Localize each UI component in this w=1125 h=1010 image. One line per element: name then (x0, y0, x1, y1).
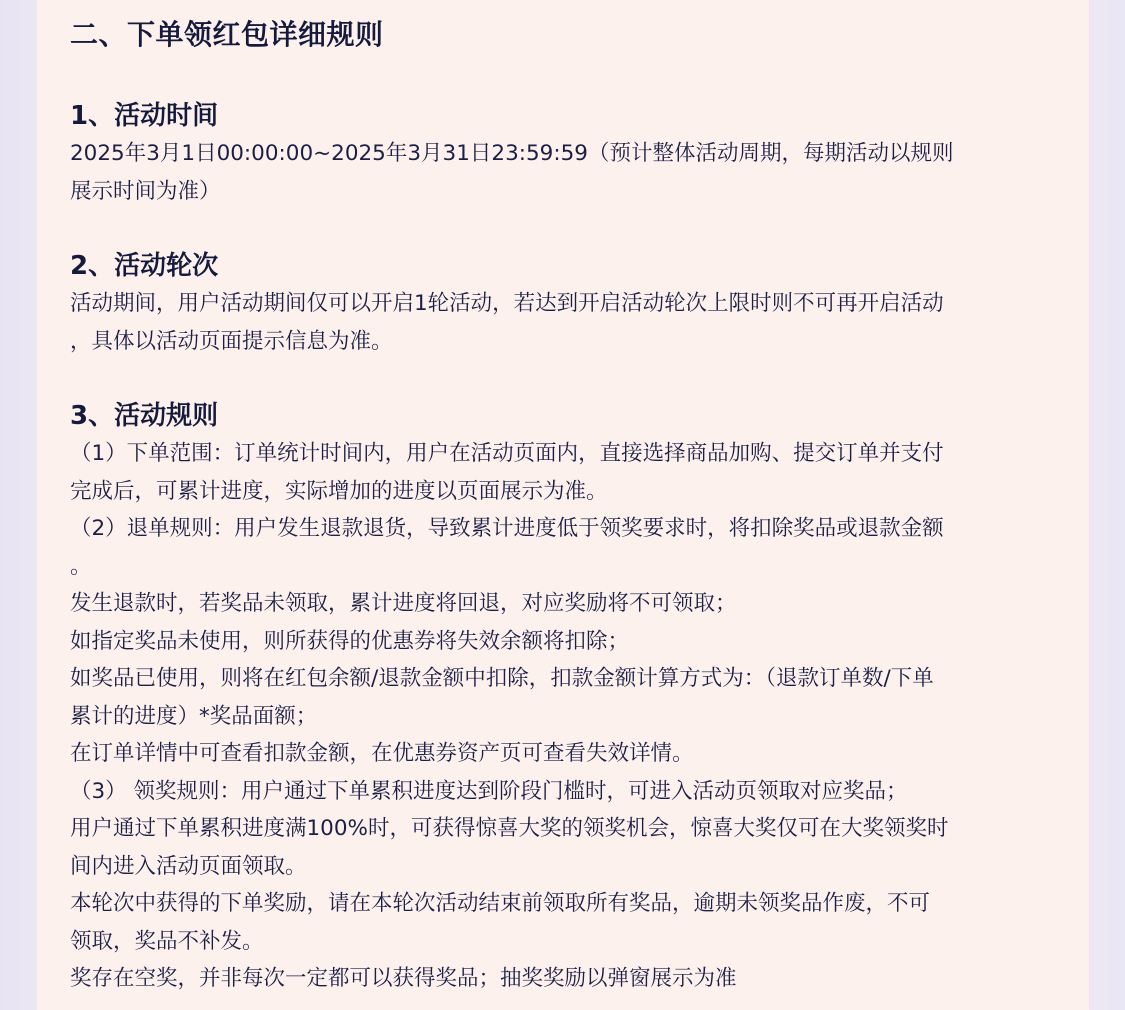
text-line: 间内进入活动页面领取。 (70, 853, 307, 879)
text-line: 领取，奖品不补发。 (70, 928, 264, 954)
text-line: 2025年3月1日00:00:00~2025年3月31日23:59:59（预计整体活动周期，每期活动以规则 (70, 141, 954, 166)
section-title: 2、活动轮次 (70, 251, 219, 281)
text-line: 在订单详情中可查看扣款金额，在优惠券资产页可查看失效详情。 (70, 741, 694, 766)
rules-panel (36, 0, 1090, 1010)
text-line: 奖存在空奖，并非每次一定都可以获得奖品；抽奖奖励以弹窗展示为准 (70, 966, 737, 991)
section-title: 1、活动时间 (70, 101, 219, 131)
section-activity-rounds (70, 245, 1065, 360)
text-line: 完成后，可累计进度，实际增加的进度以页面展示为准。 (70, 478, 608, 504)
section-activity-rules (70, 395, 1065, 998)
text-line: 发生退款时，若奖品未领取，累计进度将回退，对应奖励将不可领取； (70, 591, 737, 616)
text-line: （1）下单范围：订单统计时间内，用户在活动页面内，直接选择商品加购、提交订单并支付 (70, 441, 944, 466)
text-line: 如指定奖品未使用，则所获得的优惠券将失效余额将扣除； (70, 628, 630, 654)
text-line: 本轮次中获得的下单奖励，请在本轮次活动结束前领取所有奖品，逾期未领奖品作废，不可 (70, 891, 931, 916)
text-line: 展示时间为准） (70, 178, 221, 204)
page-title: 二、下单领红包详细规则 (70, 18, 384, 51)
text-line: （3） 领奖规则：用户通过下单累积进度达到阶段门槛时，可进入活动页领取对应奖品； (70, 778, 908, 804)
section-activity-time (70, 95, 1065, 210)
text-line: 用户通过下单累积进度满100%时，可获得惊喜大奖的领奖机会，惊喜大奖仅可在大奖领奖时 (70, 816, 949, 841)
text-line: 活动期间，用户活动期间仅可以开启1轮活动，若达到开启活动轮次上限时则不可再开启活动 (70, 291, 944, 316)
text-line: 。 (70, 553, 92, 579)
text-line: 如奖品已使用，则将在红包余额/退款金额中扣除，扣款金额计算方式为：（退款订单数/下单 (70, 666, 934, 691)
text-line: ，具体以活动页面提示信息为准。 (70, 328, 393, 354)
rules-content (70, 10, 1065, 998)
section-title: 3、活动规则 (70, 401, 219, 431)
text-line: 累计的进度）*奖品面额； (70, 703, 318, 729)
text-line: （2）退单规则：用户发生退款退货，导致累计进度低于领奖要求时，将扣除奖品或退款金额 (70, 516, 944, 541)
